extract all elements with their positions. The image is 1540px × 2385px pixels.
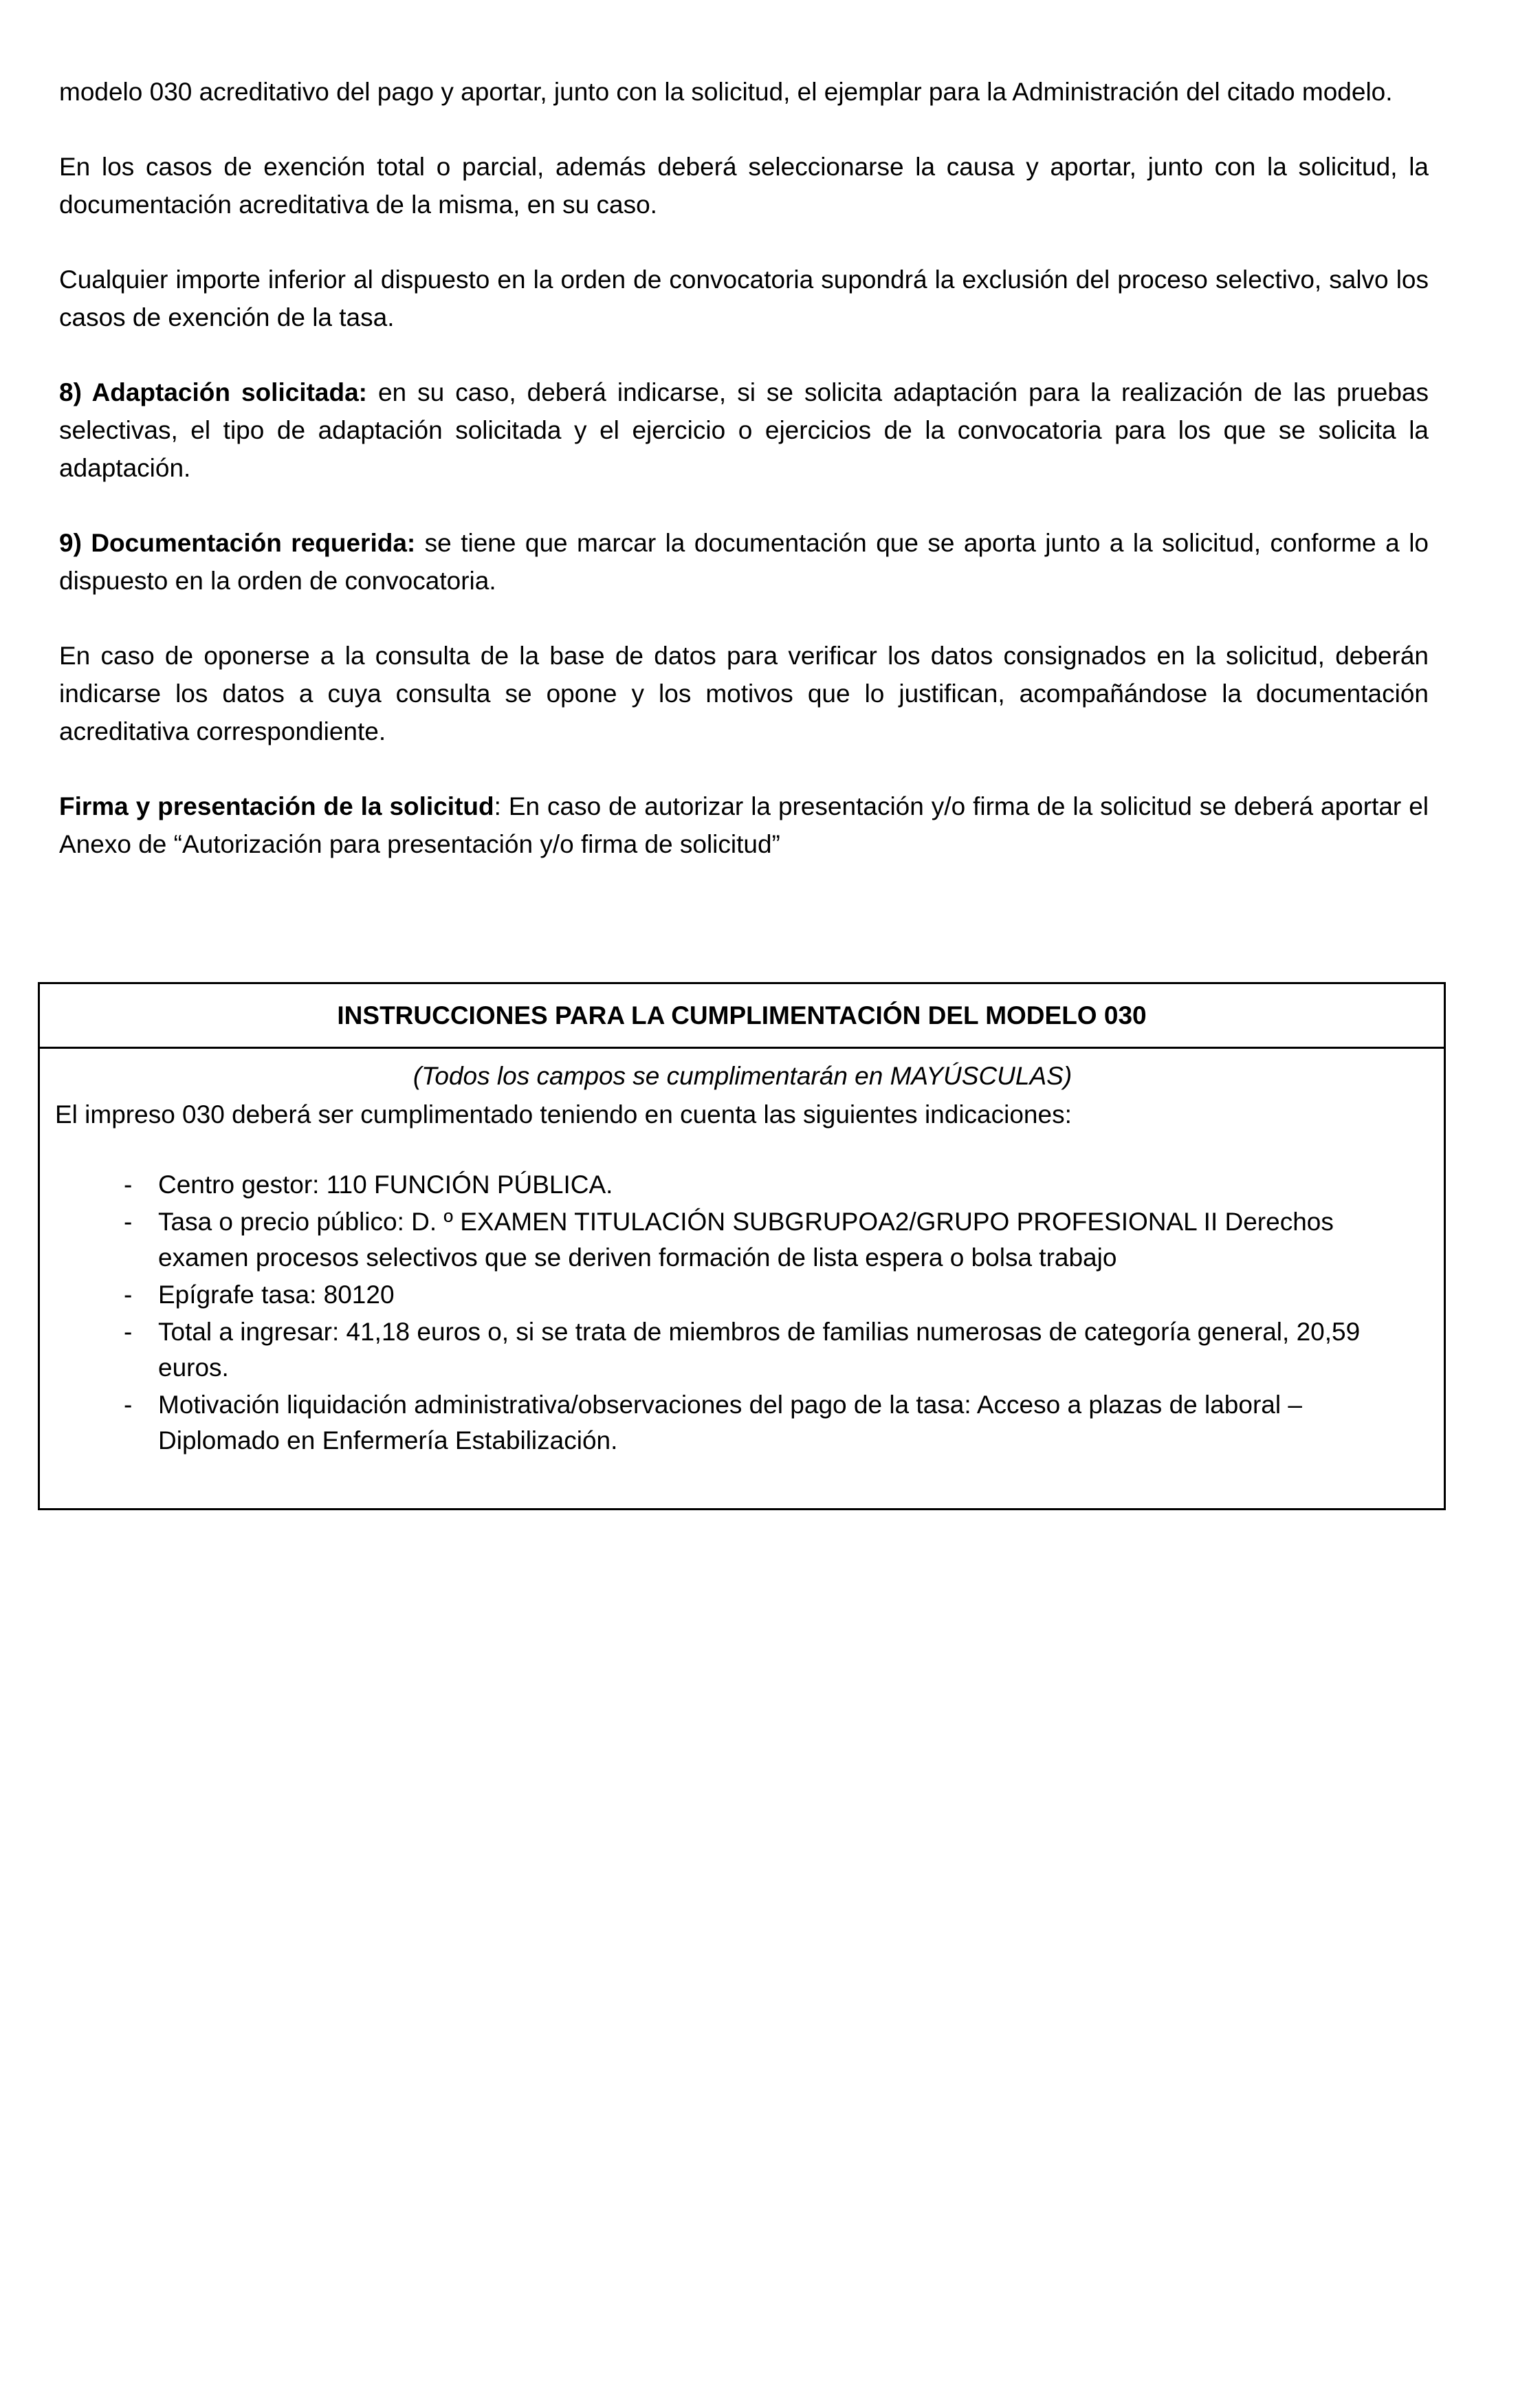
list-dash: - [124,1391,133,1419]
instructions-body [40,1058,1444,1459]
paragraph-modelo-030-payment: modelo 030 acreditativo del pago y aportar, junto con la solicitud, el ejemplar para la Administración del citado modelo. [59,78,1393,106]
instructions-intro: El impreso 030 deberá ser cumplimentado teniendo en cuenta las siguientes indicaciones: [55,1100,1072,1129]
paragraph-database-consultation: En caso de oponerse a la consulta de la base de datos para verificar los datos consignados en la solicitud, deberán indicarse los datos a cuya consulta se opone y los motivos que lo justifican, acompañándose la documentación acreditativa correspondiente. [59,642,1429,745]
list-item [55,1204,1430,1276]
list-dash: - [124,1318,133,1346]
list-item-text: Epígrafe tasa: 80120 [158,1281,395,1309]
paragraph-required-documentation: 9) Documentación requerida: se tiene que marcar la documentación que se aporta junto a la solicitud, conforme a lo dispuesto en la orden de convocatoria. [59,529,1429,595]
section-heading: 8) Adaptación solicitada: [59,378,367,406]
paragraph-exemption: En los casos de exención total o parcial, además deberá seleccionarse la causa y aportar, junto con la solicitud, la documentación acreditativa de la misma, en su caso. [59,153,1429,219]
list-item [55,1167,1430,1203]
instructions-title: INSTRUCCIONES PARA LA CUMPLIMENTACIÓN DEL MODELO 030 [40,984,1444,1049]
list-item [55,1277,1430,1313]
paragraph-lower-amount: Cualquier importe inferior al dispuesto en la orden de convocatoria supondrá la exclusión del proceso selectivo, salvo los casos de exención de la tasa. [59,265,1429,331]
list-dash: - [124,1281,133,1309]
document-body [59,73,1429,900]
list-item-text: Tasa o precio público: D. º EXAMEN TITULACIÓN SUBGRUPOA2/GRUPO PROFESIONAL II Derechos examen procesos selectivos que se deriven formación de lista espera o bolsa trabajo [158,1208,1334,1272]
list-item-text: Centro gestor: 110 FUNCIÓN PÚBLICA. [158,1170,613,1199]
list-dash: - [124,1208,133,1236]
list-dash: - [124,1170,133,1199]
list-item [55,1314,1430,1386]
section-heading: Firma y presentación de la solicitud [59,792,494,820]
list-item-text: Total a ingresar: 41,18 euros o, si se trata de miembros de familias numerosas de categoría general, 20,59 euros. [158,1318,1361,1382]
instructions-box [38,982,1446,1510]
paragraph-signature-submission: Firma y presentación de la solicitud: En caso de autorizar la presentación y/o firma de la solicitud se deberá aportar el Anexo de “Autorización para presentación y/o firma de solicitud” [59,792,1429,858]
section-heading: 9) Documentación requerida: [59,529,416,557]
list-item-text: Motivación liquidación administrativa/observaciones del pago de la tasa: Acceso a plazas de laboral – Diplomado en Enfermería Estabilización. [158,1391,1302,1455]
paragraph-adaptation-requested: 8) Adaptación solicitada: en su caso, deberá indicarse, si se solicita adaptación para la realización de las pruebas selectivas, el tipo de adaptación solicitada y el ejercicio o ejercicios de la convocatoria para los que se solicita la adaptación. [59,378,1429,482]
list-item [55,1387,1430,1459]
instructions-note: (Todos los campos se cumplimentarán en MAYÚSCULAS) [412,1062,1072,1090]
